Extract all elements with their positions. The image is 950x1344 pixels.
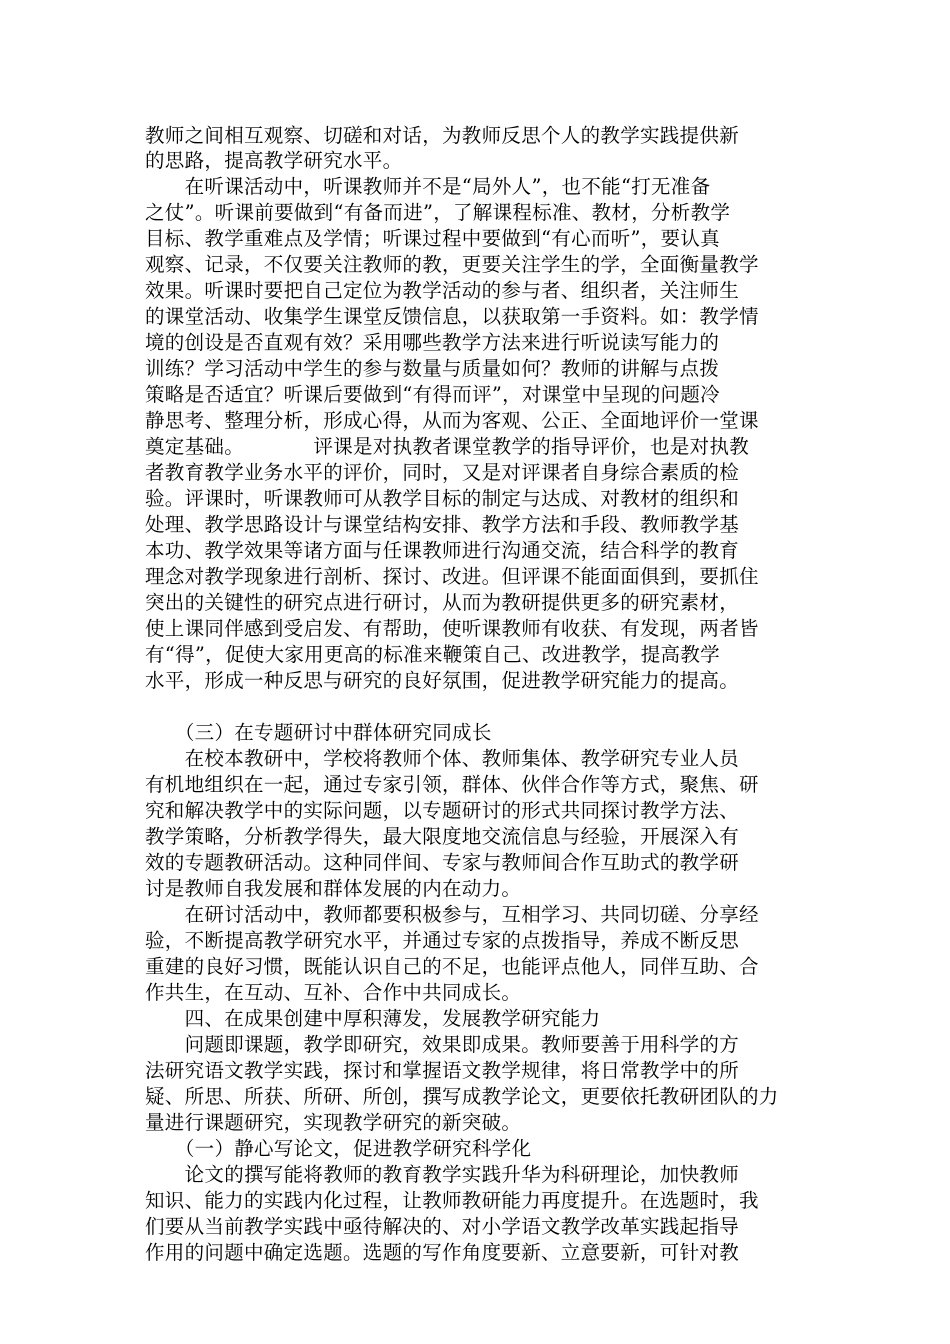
text-line: 们要从当前教学实践中亟待解决的、对小学语文教学改革实践起指导 bbox=[145, 1215, 740, 1238]
text-line: 境的创设是否直观有效？采用哪些教学方法来进行听说读写能力的 bbox=[145, 331, 720, 354]
section-heading: （一）静心写论文，促进教学研究科学化 bbox=[145, 1137, 532, 1160]
text-line: 静思考、整理分析，形成心得，从而为客观、公正、全面地评价一堂课 bbox=[145, 409, 759, 432]
text-line: 效果。听课时要把自己定位为教学活动的参与者、组织者，关注师生 bbox=[145, 279, 740, 302]
text-line: 本功、教学效果等诸方面与任课教师进行沟通交流，结合科学的教育 bbox=[145, 539, 740, 562]
section-heading: 四、在成果创建中厚积薄发，发展教学研究能力 bbox=[145, 1007, 601, 1030]
text-line: 验，不断提高教学研究水平，并通过专家的点拨指导，养成不断反思 bbox=[145, 929, 740, 952]
text-line: 水平，形成一种反思与研究的良好氛围，促进教学研究能力的提高。 bbox=[145, 669, 740, 692]
text-line: 之仗”。听课前要做到“有备而进”，了解课程标准、教材，分析教学 bbox=[145, 201, 731, 224]
text-line: 使上课同伴感到受启发、有帮助，使听课教师有收获、有发现，两者皆 bbox=[145, 617, 759, 640]
text-line: 有机地组织在一起，通过专家引领，群体、伙伴合作等方式，聚焦、研 bbox=[145, 773, 759, 796]
text-line: 重建的良好习惯，既能认识自己的不足，也能评点他人，同伴互助、合 bbox=[145, 955, 759, 978]
text-line: 的课堂活动、收集学生课堂反馈信息，以获取第一手资料。如：教学情 bbox=[145, 305, 759, 328]
text-line: 疑、所思、所获、所研、所创，撰写成教学论文，更要依托教研团队的力 bbox=[145, 1085, 779, 1108]
section-heading: （三）在专题研讨中群体研究同成长 bbox=[145, 721, 492, 744]
text-line: 的思路，提高教学研究水平。 bbox=[145, 149, 403, 172]
text-line: 目标、教学重难点及学情；听课过程中要做到“有心而听”，要认真 bbox=[145, 227, 720, 250]
text-line: 突出的关键性的研究点进行研讨，从而为教研提供更多的研究素材， bbox=[145, 591, 740, 614]
text-line: 者教育教学业务水平的评价，同时，又是对评课者自身综合素质的检 bbox=[145, 461, 740, 484]
text-line: 教师之间相互观察、切磋和对话，为教师反思个人的教学实践提供新 bbox=[145, 124, 740, 147]
text-line: 讨是教师自我发展和群体发展的内在动力。 bbox=[145, 877, 522, 900]
text-line: 作用的问题中确定选题。选题的写作角度要新、立意要新，可针对教 bbox=[145, 1241, 740, 1264]
text-line: 在听课活动中，听课教师并不是“局外人”，也不能“打无准备 bbox=[145, 175, 711, 198]
text-line: 教学策略，分析教学得失，最大限度地交流信息与经验，开展深入有 bbox=[145, 825, 740, 848]
text-line: 量进行课题研究，实现教学研究的新突破。 bbox=[145, 1111, 522, 1134]
text-line: 奠定基础。 评课是对执教者课堂教学的指导评价，也是对执教 bbox=[145, 435, 750, 458]
text-line: 处理、教学思路设计与课堂结构安排、教学方法和手段、教师教学基 bbox=[145, 513, 740, 536]
text-line: 有“得”，促使大家用更高的标准来鞭策自己、改进教学，提高教学 bbox=[145, 643, 720, 666]
text-line: 观察、记录，不仅要关注教师的教，更要关注学生的学，全面衡量教学 bbox=[145, 253, 759, 276]
text-line: 问题即课题，教学即研究，效果即成果。教师要善于用科学的方 bbox=[145, 1033, 740, 1056]
text-line: 法研究语文教学实践，探讨和掌握语文教学规律，将日常教学中的所 bbox=[145, 1059, 740, 1082]
text-line: 理念对教学现象进行剖析、探讨、改进。但评课不能面面俱到，要抓住 bbox=[145, 565, 759, 588]
text-line: 验。评课时，听课教师可从教学目标的制定与达成、对教材的组织和 bbox=[145, 487, 740, 510]
text-line: 策略是否适宜？听课后要做到“有得而评”，对课堂中呈现的问题冷 bbox=[145, 383, 720, 406]
text-line: 究和解决教学中的实际问题，以专题研讨的形式共同探讨教学方法、 bbox=[145, 799, 740, 822]
text-line: 训练？学习活动中学生的参与数量与质量如何？教师的讲解与点拨 bbox=[145, 357, 720, 380]
text-line: 论文的撰写能将教师的教育教学实践升华为科研理论，加快教师 bbox=[145, 1163, 740, 1186]
text-line: 效的专题教研活动。这种同伴间、专家与教师间合作互助式的教学研 bbox=[145, 851, 740, 874]
text-line: 在研讨活动中，教师都要积极参与，互相学习、共同切磋、分享经 bbox=[145, 903, 759, 926]
text-line: 作共生，在互动、互补、合作中共同成长。 bbox=[145, 981, 522, 1004]
text-line: 在校本教研中，学校将教师个体、教师集体、教学研究专业人员 bbox=[145, 747, 740, 770]
text-line: 知识、能力的实践内化过程，让教师教研能力再度提升。在选题时，我 bbox=[145, 1189, 759, 1212]
